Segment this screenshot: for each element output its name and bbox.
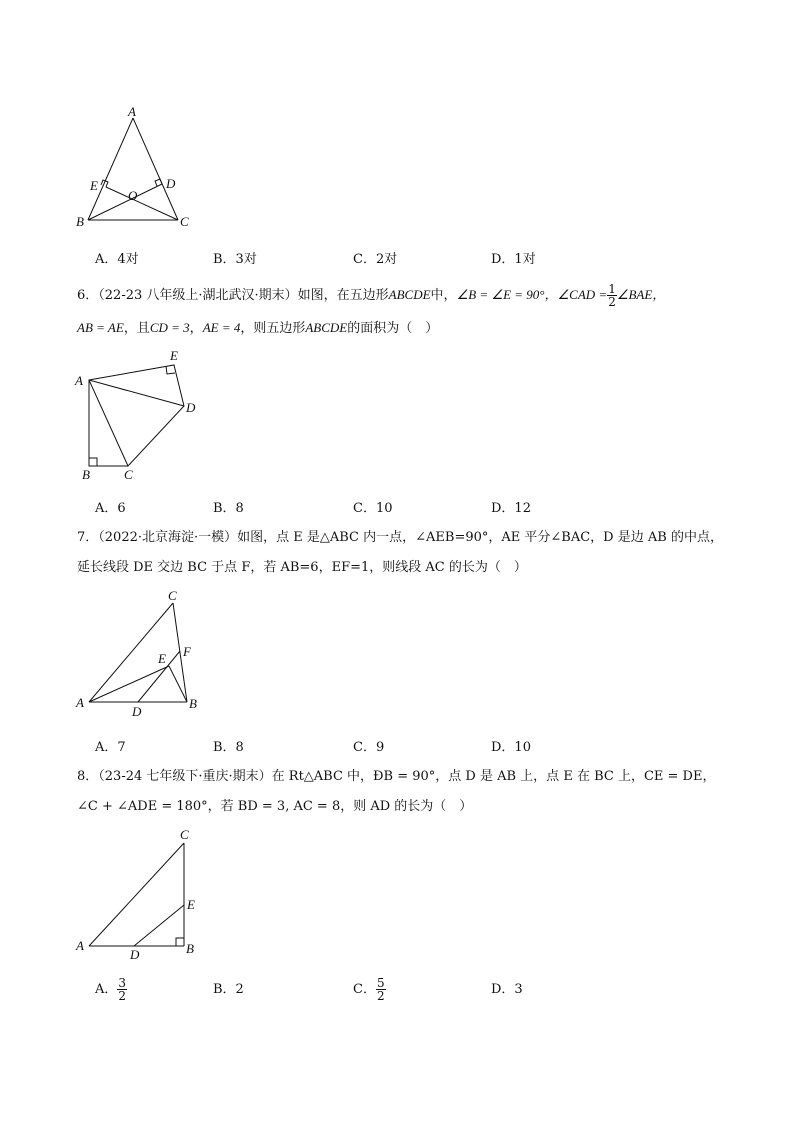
q6-option-a[interactable]: A．6 <box>95 501 126 516</box>
q8-option-a-num: 3 <box>118 976 127 990</box>
q6-stem-line2 <box>77 318 438 339</box>
q7-label-f: F <box>183 644 191 659</box>
q6-pentagon-name: ABCDE <box>305 320 348 335</box>
q6-frac-den: 2 <box>608 295 616 309</box>
q7-label-b: B <box>189 696 197 711</box>
q8-label-d: D <box>130 947 140 962</box>
q6-text: ， <box>189 321 203 336</box>
q7-option-d[interactable]: D．10 <box>491 740 531 755</box>
q5-option-d[interactable]: D．1对 <box>491 252 536 267</box>
q8-option-c-den: 2 <box>376 989 385 1003</box>
q7-label-e: E <box>158 651 166 666</box>
q7-figure-triangle <box>70 585 210 720</box>
q6-text: 6．（22-23 八年级上·湖北武汉·期末）如图，在五边形 <box>77 288 389 303</box>
q5-option-a[interactable]: A．4对 <box>95 252 139 267</box>
q6-angle-condition: ∠B = ∠E = 90°， <box>456 287 558 302</box>
q8-stem-line1: 8．（23-24 七年级下·重庆·期末）在 Rt△ABC 中，ÐB = 90°，点 D 是 AB 上，点 E 在 BC 上，CE = DE， <box>77 769 716 784</box>
q5-option-b[interactable]: B．3对 <box>213 252 257 267</box>
q8-option-a-fraction <box>117 977 127 1002</box>
q6-text: 的面积为（ ） <box>347 321 439 336</box>
q6-options <box>95 497 695 517</box>
q7-options <box>95 736 695 756</box>
q7-option-b[interactable]: B．8 <box>213 740 244 755</box>
q8-option-a[interactable] <box>95 972 127 1008</box>
q6-option-d[interactable]: D．12 <box>491 501 531 516</box>
q8-label-c: C <box>180 827 189 842</box>
q5-label-b: B <box>76 214 84 229</box>
q8-option-a-prefix: A． <box>95 982 118 997</box>
q6-text: ，且 <box>123 321 150 336</box>
q6-option-c[interactable]: C．10 <box>353 501 393 516</box>
q6-label-c: C <box>124 467 133 482</box>
q8-label-e: E <box>187 897 195 912</box>
q6-text: 中， <box>430 288 457 303</box>
q8-option-c-prefix: C． <box>353 982 376 997</box>
q6-ab-ae: AB = AE <box>77 320 124 335</box>
q7-label-c: C <box>168 588 177 603</box>
q6-option-b[interactable]: B．8 <box>213 501 244 516</box>
q7-option-c[interactable]: C．9 <box>353 740 385 755</box>
q7-label-d: D <box>132 704 142 719</box>
q6-angle-cad: ∠CAD = <box>557 287 608 302</box>
q5-label-c: C <box>180 214 189 229</box>
q6-fraction <box>607 283 617 308</box>
q8-figure-right-triangle <box>70 825 210 965</box>
q7-stem-line1: 7．（2022·北京海淀·一模）如图，点 E 是△ABC 内一点，∠AEB=90°，AE 平分∠BAC，D 是边 AB 的中点， <box>77 530 723 545</box>
q7-option-a[interactable]: A．7 <box>95 740 126 755</box>
q6-ae: AE = 4 <box>202 320 241 335</box>
q6-cd: CD = 3 <box>149 320 190 335</box>
q6-text: ，则五边形 <box>240 321 306 336</box>
q5-option-c[interactable]: C．2对 <box>353 252 398 267</box>
q6-angle-bae: ∠BAE， <box>616 287 666 302</box>
q5-label-o: O <box>128 188 138 203</box>
q5-label-e: E <box>90 178 98 193</box>
q8-label-a: A <box>76 938 84 953</box>
q8-option-c[interactable] <box>353 972 386 1008</box>
q5-figure-triangle <box>70 100 210 235</box>
q8-option-c-num: 5 <box>376 976 385 990</box>
q6-label-d: D <box>186 400 196 415</box>
q7-stem-line2: 延长线段 DE 交边 BC 于点 F，若 AB=6，EF=1，则线段 AC 的长为（ ） <box>77 560 527 575</box>
q5-label-a: A <box>128 104 136 119</box>
q8-label-b: B <box>186 941 194 956</box>
q8-option-d[interactable]: D．3 <box>491 982 523 997</box>
q6-label-b: B <box>82 467 90 482</box>
q6-figure-pentagon <box>70 345 210 485</box>
q5-label-d: D <box>166 176 176 191</box>
q6-frac-num: 1 <box>608 282 616 296</box>
q6-stem-line1 <box>77 283 665 308</box>
q7-label-a: A <box>76 695 84 710</box>
q8-options <box>95 972 695 1008</box>
q8-option-c-fraction <box>376 977 386 1002</box>
q6-label-e: E <box>170 348 178 363</box>
q5-options <box>95 248 695 268</box>
q6-pentagon-name: ABCDE <box>388 287 431 302</box>
q8-option-a-den: 2 <box>118 989 127 1003</box>
q8-stem-line2: ∠C + ∠ADE = 180°，若 BD = 3, AC = 8，则 AD 的长为（ ） <box>77 799 473 814</box>
q8-option-b[interactable]: B．2 <box>213 982 244 997</box>
q6-label-a: A <box>75 373 83 388</box>
